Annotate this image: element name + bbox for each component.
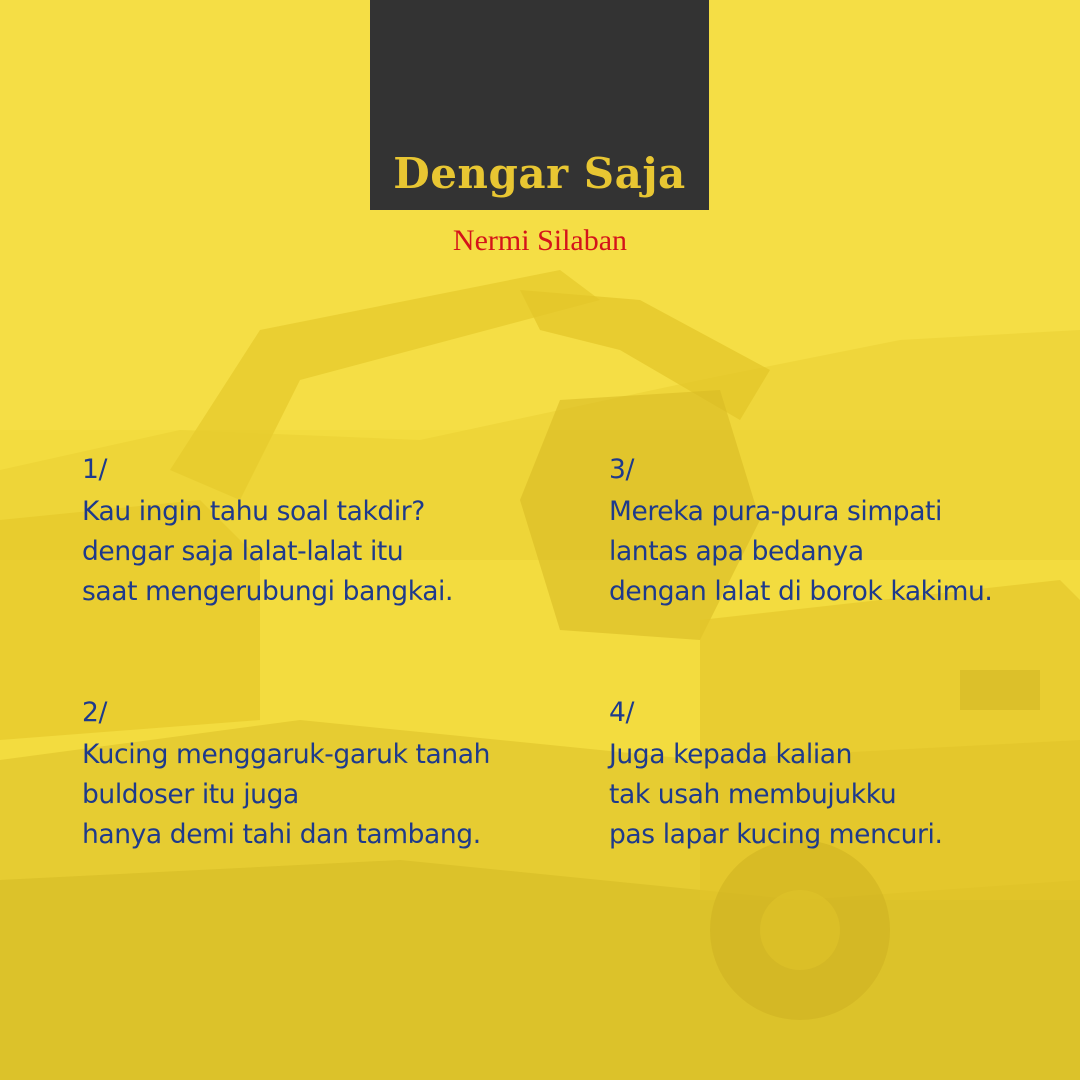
stanza-3 — [609, 450, 992, 612]
stanza-line: Mereka pura-pura simpati — [609, 496, 943, 527]
stanza-line: Kucing menggaruk-garuk tanah — [82, 739, 490, 770]
stanza-1 — [82, 450, 453, 612]
stanza-line: tak usah membujukku — [609, 779, 897, 810]
poem-title: Dengar Saja — [393, 149, 686, 198]
title-box — [370, 0, 709, 210]
author-name: Nermi Silaban — [452, 224, 628, 257]
stanza-line: Juga kepada kalian — [609, 739, 853, 770]
stanza-line: saat mengerubungi bangkai. — [82, 576, 454, 607]
stanza-line: Kau ingin tahu soal takdir? — [82, 496, 425, 527]
stanza-4 — [609, 693, 943, 855]
stanza-line: hanya demi tahi dan tambang. — [82, 819, 481, 850]
stanza-number: 4/ — [609, 697, 634, 728]
stanza-line: dengan lalat di borok kakimu. — [609, 576, 993, 607]
stanza-line: buldoser itu juga — [82, 779, 299, 810]
stanza-number: 2/ — [82, 697, 107, 728]
stanza-2 — [82, 693, 490, 855]
stanza-number: 1/ — [82, 454, 107, 485]
stanza-line: pas lapar kucing mencuri. — [609, 819, 943, 850]
stanza-line: lantas apa bedanya — [609, 536, 864, 567]
stanza-number: 3/ — [609, 454, 634, 485]
stanza-line: dengar saja lalat-lalat itu — [82, 536, 404, 567]
